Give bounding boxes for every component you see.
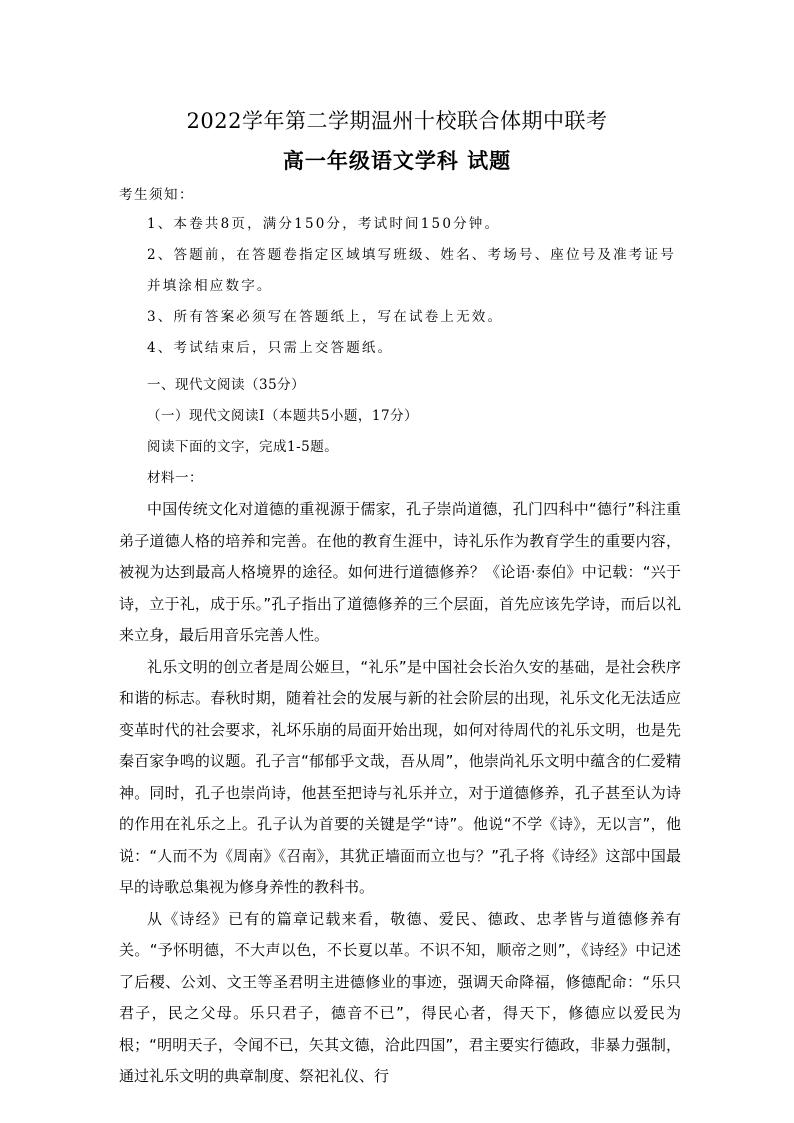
material-paragraph-3: 从《诗经》已有的篇章记载来看，敬德、爱民、德政、忠孝皆与道德修养有关。“予怀明德，不大声以色，不长夏以革。不识不知，顺帝之则”，《诗经》中记述了后稷、公刘、文王等圣君明主进德修业的事迹，强调天命降福，修德配命：“乐只君子，民之父母。乐只君子，德音不已”，得民心者，得天下，修德应以爱民为根；“明明天子，令闻不已，矢其文德，洽此四国”，君主要实行德政，非暴力强制，通过礼乐文明的典章制度、祭祀礼仪、行	[119, 909, 681, 1085]
notice-item-2: 2、答题前，在答题卷指定区域填写班级、姓名、考场号、座位号及准考证号并填涂相应数字。	[147, 247, 676, 294]
material-paragraph-1: 中国传统文化对道德的重视源于儒家，孔子崇尚道德，孔门四科中“德行”科注重弟子道德人格的培养和完善。在他的教育生涯中，诗礼乐作为教育学生的重要内容，被视为达到最高人格境界的途径。如何进行道德修养？《论语·泰伯》中记载：“兴于诗，立于礼，成于乐。”孔子指出了道德修养的三个层面，首先应该先学诗，而后以礼来立身，最后用音乐完善人性。	[119, 500, 681, 644]
section-subheading: （一）现代文阅读I（本题共5小题，17分）	[147, 408, 419, 424]
material-paragraph-2: 礼乐文明的创立者是周公姬旦，“礼乐”是中国社会长治久安的基础，是社会秩序和谐的标志。春秋时期，随着社会的发展与新的社会阶层的出现，礼乐文化无法适应变革时代的社会要求，礼坏乐崩的局面开始出现，如何对待周代的礼乐文明，也是先秦百家争鸣的议题。孔子言“郁郁乎文哉，吾从周”，他崇尚礼乐文明中蕴含的仁爱精神。同时，孔子也崇尚诗，他甚至把诗与礼乐并立，对于道德修养，孔子甚至认为诗的作用在礼乐之上。孔子认为首要的关键是学“诗”。他说“不学《诗》，无以言”，他说：“人而不为《周南》《召南》，其犹正墙面而立也与？”孔子将《诗经》这部中国最早的诗歌总集视为修身养性的教科书。	[119, 657, 681, 896]
reading-instruction: 阅读下面的文字，完成1-5题。	[147, 439, 339, 455]
section-heading: 一、现代文阅读（35分）	[147, 377, 306, 393]
material-label: 材料一：	[147, 470, 203, 486]
notice-heading: 考生须知：	[119, 187, 194, 203]
notice-item-3: 3、所有答案必须写在答题纸上，写在试卷上无效。	[147, 309, 504, 325]
notice-item-1: 1、本卷共8页，满分150分，考试时间150分钟。	[147, 216, 501, 232]
notice-list	[119, 209, 679, 364]
exam-subtitle: 高一年级语文学科 试题	[282, 148, 512, 173]
material-text	[119, 494, 681, 1093]
notice-item-4: 4、考试结束后，只需上交答题纸。	[147, 340, 394, 356]
exam-title: 2022学年第二学期温州十校联合体期中联考	[186, 109, 608, 133]
